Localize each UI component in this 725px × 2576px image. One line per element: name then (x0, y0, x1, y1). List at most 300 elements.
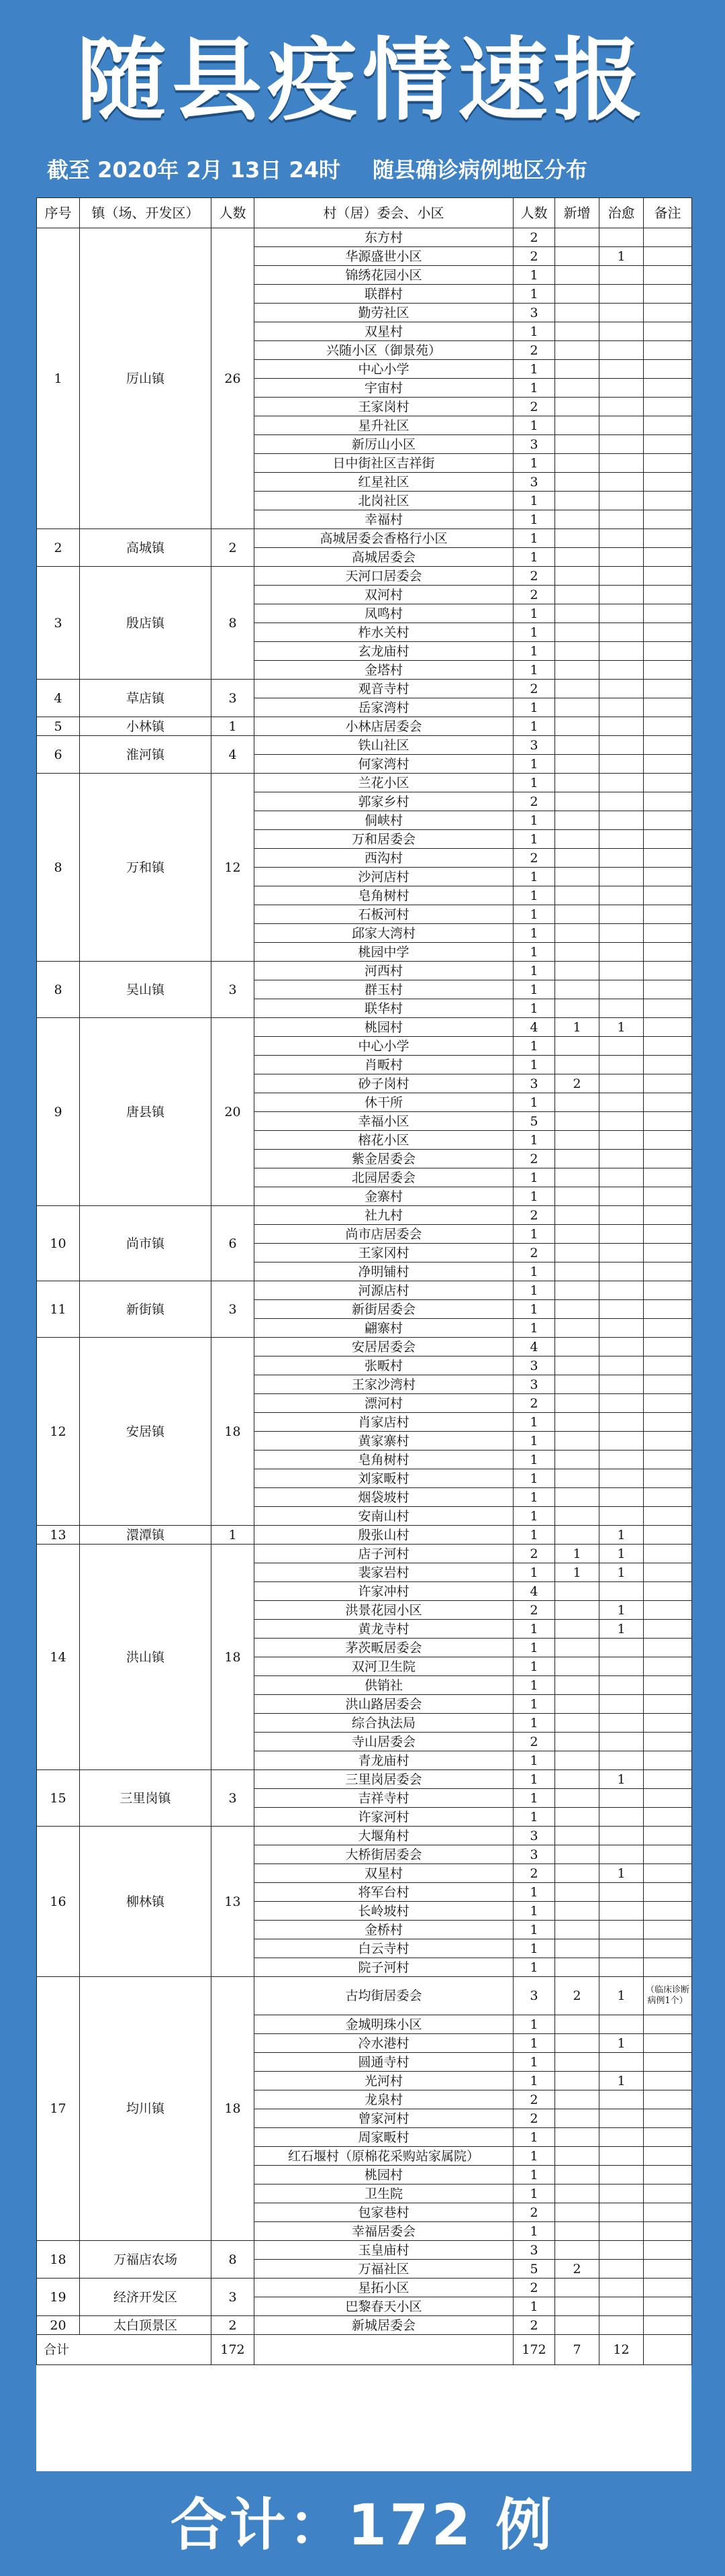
cured-count (599, 2297, 644, 2316)
village-count: 3 (514, 1827, 555, 1845)
village-count: 1 (514, 529, 555, 548)
total-row (37, 2335, 692, 2365)
village-name: 长岭坡村 (254, 1902, 514, 1921)
cured-count (599, 1225, 644, 1244)
new-count (555, 2297, 599, 2316)
town-count: 4 (211, 736, 254, 774)
town-count: 3 (211, 680, 254, 717)
new-count (555, 2203, 599, 2222)
village-count: 1 (514, 980, 555, 999)
cured-count (599, 1319, 644, 1338)
table-row (37, 1770, 692, 1789)
village-count: 2 (514, 2090, 555, 2109)
total-town-count: 172 (211, 2335, 254, 2365)
note (644, 2109, 692, 2128)
note (644, 341, 692, 360)
village-name: 三里岗居委会 (254, 1770, 514, 1789)
new-count (555, 548, 599, 567)
note (644, 1770, 692, 1789)
town-name: 柳林镇 (80, 1827, 211, 1977)
table-row (37, 1281, 692, 1300)
cured-count (599, 849, 644, 868)
note (644, 1319, 692, 1338)
note (644, 642, 692, 661)
village-name: 吉祥寺村 (254, 1789, 514, 1808)
village-count: 1 (514, 492, 555, 510)
total-new: 7 (555, 2335, 599, 2365)
cured-count: 1 (599, 1864, 644, 1883)
town-count: 3 (211, 1770, 254, 1827)
header-town-count: 人数 (211, 198, 254, 228)
new-count (555, 2090, 599, 2109)
note (644, 604, 692, 623)
village-name: 金城明珠小区 (254, 2015, 514, 2034)
village-count: 2 (514, 2109, 555, 2128)
new-count (555, 2241, 599, 2260)
note (644, 680, 692, 698)
village-name: 日中街社区吉祥街 (254, 454, 514, 473)
village-name: 卫生院 (254, 2184, 514, 2203)
note (644, 1582, 692, 1601)
table-row (37, 529, 692, 548)
new-count (555, 435, 599, 454)
note (644, 435, 692, 454)
note (644, 2260, 692, 2279)
village-count: 1 (514, 868, 555, 886)
new-count (555, 811, 599, 830)
village-name: 安居居委会 (254, 1338, 514, 1356)
note (644, 1150, 692, 1168)
village-count: 2 (514, 1206, 555, 1225)
new-count (555, 1469, 599, 1488)
group-number: 19 (37, 2279, 80, 2316)
new-count (555, 604, 599, 623)
cured-count (599, 2203, 644, 2222)
village-name: 包家巷村 (254, 2203, 514, 2222)
group-number: 9 (37, 1018, 80, 1206)
note (644, 905, 692, 924)
cured-count (599, 1883, 644, 1902)
village-name: 新厉山小区 (254, 435, 514, 454)
village-count: 1 (514, 1451, 555, 1469)
group-number: 4 (37, 680, 80, 717)
new-count (555, 304, 599, 322)
village-name: 凤鸣村 (254, 604, 514, 623)
new-count (555, 586, 599, 604)
village-count: 1 (514, 1300, 555, 1319)
new-count: 1 (555, 1018, 599, 1037)
village-count: 3 (514, 1356, 555, 1375)
village-count: 1 (514, 1056, 555, 1074)
village-name: 青龙庙村 (254, 1751, 514, 1770)
cured-count (599, 1375, 644, 1394)
new-count (555, 2279, 599, 2297)
village-count: 2 (514, 586, 555, 604)
village-count: 1 (514, 1526, 555, 1545)
village-name: 双河卫生院 (254, 1657, 514, 1676)
total-label: 合计 (37, 2335, 211, 2365)
new-count (555, 830, 599, 849)
village-count: 1 (514, 1262, 555, 1281)
cured-count (599, 2222, 644, 2241)
village-count: 1 (514, 661, 555, 680)
village-name: 综合执法局 (254, 1714, 514, 1733)
village-name: 兰花小区 (254, 774, 514, 792)
cured-count (599, 1921, 644, 1939)
village-name: 观音寺村 (254, 680, 514, 698)
table-row (37, 1827, 692, 1845)
new-count (555, 642, 599, 661)
cured-count (599, 510, 644, 529)
new-count (555, 2015, 599, 2034)
cured-count (599, 529, 644, 548)
new-count (555, 2184, 599, 2203)
new-count (555, 698, 599, 717)
cured-count (599, 2260, 644, 2279)
village-count: 1 (514, 774, 555, 792)
note (644, 1545, 692, 1563)
new-count (555, 1789, 599, 1808)
new-count (555, 473, 599, 492)
new-count (555, 2034, 599, 2053)
village-count: 1 (514, 1225, 555, 1244)
village-name: 将军台村 (254, 1883, 514, 1902)
village-name: 河源店村 (254, 1281, 514, 1300)
cured-count (599, 2015, 644, 2034)
town-count: 8 (211, 567, 254, 680)
village-name: 万福社区 (254, 2260, 514, 2279)
note (644, 999, 692, 1018)
group-number: 2 (37, 529, 80, 567)
note (644, 1845, 692, 1864)
table-row (37, 228, 692, 247)
subtitle (47, 153, 718, 187)
group-number: 11 (37, 1281, 80, 1338)
village-name: 洪山路居委会 (254, 1695, 514, 1714)
cured-count (599, 1451, 644, 1469)
town-name: 三里岗镇 (80, 1770, 211, 1827)
footer-total: 合计：172 例 (170, 2492, 555, 2558)
village-name: 玉皇庙村 (254, 2241, 514, 2260)
town-name: 均川镇 (80, 1977, 211, 2241)
note (644, 567, 692, 586)
village-count: 3 (514, 435, 555, 454)
village-count: 2 (514, 1244, 555, 1262)
town-name: 新街镇 (80, 1281, 211, 1338)
note (644, 1902, 692, 1921)
new-count (555, 1131, 599, 1150)
cured-count (599, 416, 644, 435)
new-count (555, 1526, 599, 1545)
cured-count (599, 980, 644, 999)
new-count (555, 2109, 599, 2128)
cured-count (599, 1074, 644, 1093)
town-count: 6 (211, 1206, 254, 1281)
village-count: 1 (514, 2297, 555, 2316)
village-count: 2 (514, 398, 555, 416)
new-count (555, 492, 599, 510)
village-count: 1 (514, 1808, 555, 1827)
village-count: 1 (514, 886, 555, 905)
note (644, 2203, 692, 2222)
note (644, 1413, 692, 1432)
new-count (555, 1432, 599, 1451)
village-name: 联华村 (254, 999, 514, 1018)
group-number: 10 (37, 1206, 80, 1281)
note (644, 1187, 692, 1206)
note (644, 2147, 692, 2166)
village-name: 店子河村 (254, 1545, 514, 1563)
village-count: 1 (514, 755, 555, 774)
note (644, 379, 692, 398)
table-row (37, 567, 692, 586)
village-count: 1 (514, 416, 555, 435)
new-count (555, 1056, 599, 1074)
town-count: 18 (211, 1545, 254, 1770)
village-count: 1 (514, 2222, 555, 2241)
village-name: 幸福村 (254, 510, 514, 529)
note (644, 1507, 692, 1526)
new-count (555, 999, 599, 1018)
note (644, 1356, 692, 1375)
note (644, 1620, 692, 1639)
cured-count (599, 1657, 644, 1676)
new-count (555, 1281, 599, 1300)
cured-count (599, 962, 644, 980)
village-count: 2 (514, 2316, 555, 2335)
village-name: 圆通寺村 (254, 2053, 514, 2072)
note (644, 285, 692, 304)
village-name: 双星村 (254, 322, 514, 341)
village-name: 玄龙庙村 (254, 642, 514, 661)
village-name: 皂角树村 (254, 886, 514, 905)
village-name: 黄龙寺村 (254, 1620, 514, 1639)
cured-count (599, 1262, 644, 1281)
cured-count (599, 1168, 644, 1187)
new-count (555, 360, 599, 379)
village-name: 幸福小区 (254, 1112, 514, 1131)
village-name: 休干所 (254, 1093, 514, 1112)
village-count: 1 (514, 1563, 555, 1582)
village-name: 尚市店居委会 (254, 1225, 514, 1244)
village-count: 4 (514, 1018, 555, 1037)
village-count: 4 (514, 1582, 555, 1601)
new-count (555, 1676, 599, 1695)
new-count (555, 1507, 599, 1526)
table-row (37, 1545, 692, 1563)
village-name: 金桥村 (254, 1921, 514, 1939)
new-count (555, 1300, 599, 1319)
new-count (555, 1356, 599, 1375)
cured-count (599, 1394, 644, 1413)
note (644, 2241, 692, 2260)
village-name: 新街居委会 (254, 1300, 514, 1319)
cured-count (599, 1206, 644, 1225)
cured-count (599, 304, 644, 322)
note (644, 1131, 692, 1150)
village-count: 3 (514, 2241, 555, 2260)
new-count (555, 1582, 599, 1601)
note (644, 228, 692, 247)
new-count (555, 868, 599, 886)
note (644, 811, 692, 830)
note (644, 2184, 692, 2203)
note (644, 1394, 692, 1413)
village-count: 2 (514, 1545, 555, 1563)
new-count (555, 1488, 599, 1507)
village-name: 桃园中学 (254, 943, 514, 962)
note (644, 247, 692, 266)
cured-count (599, 2241, 644, 2260)
group-number: 6 (37, 736, 80, 774)
note (644, 1601, 692, 1620)
note (644, 1074, 692, 1093)
town-name: 厉山镇 (80, 228, 211, 529)
village-name: 许家河村 (254, 1808, 514, 1827)
cured-count (599, 774, 644, 792)
village-name: 许家冲村 (254, 1582, 514, 1601)
new-count (555, 398, 599, 416)
group-number: 16 (37, 1827, 80, 1977)
new-count (555, 1770, 599, 1789)
cured-count (599, 2166, 644, 2184)
group-number: 14 (37, 1545, 80, 1770)
new-count (555, 962, 599, 980)
cured-count (599, 811, 644, 830)
village-count: 1 (514, 943, 555, 962)
village-count: 2 (514, 247, 555, 266)
new-count (555, 924, 599, 943)
note (644, 1526, 692, 1545)
cured-count (599, 886, 644, 905)
town-name: 殷店镇 (80, 567, 211, 680)
cured-count: 1 (599, 1620, 644, 1639)
village-name: 兴随小区（御景苑） (254, 341, 514, 360)
village-count: 1 (514, 1770, 555, 1789)
note (644, 1112, 692, 1131)
village-name: 高城居委会 (254, 548, 514, 567)
new-count (555, 247, 599, 266)
note (644, 943, 692, 962)
cured-count (599, 1789, 644, 1808)
new-count (555, 849, 599, 868)
new-count: 1 (555, 1545, 599, 1563)
village-name: 紫金居委会 (254, 1150, 514, 1168)
note (644, 1939, 692, 1958)
village-name: 金寨村 (254, 1187, 514, 1206)
village-count: 3 (514, 1977, 555, 2015)
village-count: 1 (514, 698, 555, 717)
cured-count: 1 (599, 1563, 644, 1582)
village-count: 1 (514, 1093, 555, 1112)
note (644, 1733, 692, 1751)
village-name: 王家冈村 (254, 1244, 514, 1262)
note (644, 454, 692, 473)
table-row (37, 680, 692, 698)
new-count (555, 905, 599, 924)
new-count (555, 774, 599, 792)
note (644, 2053, 692, 2072)
note (644, 1714, 692, 1733)
cured-count (599, 1338, 644, 1356)
cured-count (599, 736, 644, 755)
village-name: 郭家乡村 (254, 792, 514, 811)
village-name: 柞水关村 (254, 623, 514, 642)
town-count: 3 (211, 962, 254, 1018)
table-row (37, 1206, 692, 1225)
new-count: 1 (555, 1563, 599, 1582)
cured-count (599, 1827, 644, 1845)
village-name: 华源盛世小区 (254, 247, 514, 266)
note (644, 1864, 692, 1883)
note (644, 548, 692, 567)
cured-count: 1 (599, 2034, 644, 2053)
cured-count (599, 2184, 644, 2203)
village-name: 岳家湾村 (254, 698, 514, 717)
village-name: 侗峡村 (254, 811, 514, 830)
new-count (555, 1808, 599, 1827)
village-name: 大堰角村 (254, 1827, 514, 1845)
cured-count (599, 1413, 644, 1432)
cured-count (599, 1902, 644, 1921)
cured-count (599, 1037, 644, 1056)
village-name: 石板河村 (254, 905, 514, 924)
cured-count (599, 548, 644, 567)
note (644, 2090, 692, 2109)
village-name: 肖家店村 (254, 1413, 514, 1432)
note (644, 755, 692, 774)
town-count: 18 (211, 1338, 254, 1526)
note (644, 1018, 692, 1037)
village-name: 邱家大湾村 (254, 924, 514, 943)
new-count (555, 266, 599, 285)
new-count (555, 1112, 599, 1131)
new-count (555, 1093, 599, 1112)
cured-count (599, 2279, 644, 2297)
village-count: 1 (514, 1958, 555, 1977)
note (644, 661, 692, 680)
cured-count (599, 623, 644, 642)
note (644, 1338, 692, 1356)
village-count: 2 (514, 1864, 555, 1883)
village-count: 1 (514, 1939, 555, 1958)
note (644, 717, 692, 736)
town-count: 20 (211, 1018, 254, 1206)
cured-count: 1 (599, 2072, 644, 2090)
note (644, 2128, 692, 2147)
village-name: 砂子岗村 (254, 1074, 514, 1093)
group-number: 20 (37, 2316, 80, 2335)
note (644, 304, 692, 322)
group-number: 1 (37, 228, 80, 529)
header-village-count: 人数 (514, 198, 555, 228)
group-number: 13 (37, 1526, 80, 1545)
note (644, 1789, 692, 1808)
note (644, 774, 692, 792)
village-count: 1 (514, 905, 555, 924)
village-name: 星升社区 (254, 416, 514, 435)
village-count: 1 (514, 285, 555, 304)
cured-count (599, 322, 644, 341)
village-name: 联群村 (254, 285, 514, 304)
cured-count (599, 1432, 644, 1451)
note (644, 1375, 692, 1394)
village-count: 5 (514, 2260, 555, 2279)
note (644, 1225, 692, 1244)
village-name: 中心小学 (254, 1037, 514, 1056)
village-count: 1 (514, 1789, 555, 1808)
village-name: 裴家岩村 (254, 1563, 514, 1582)
